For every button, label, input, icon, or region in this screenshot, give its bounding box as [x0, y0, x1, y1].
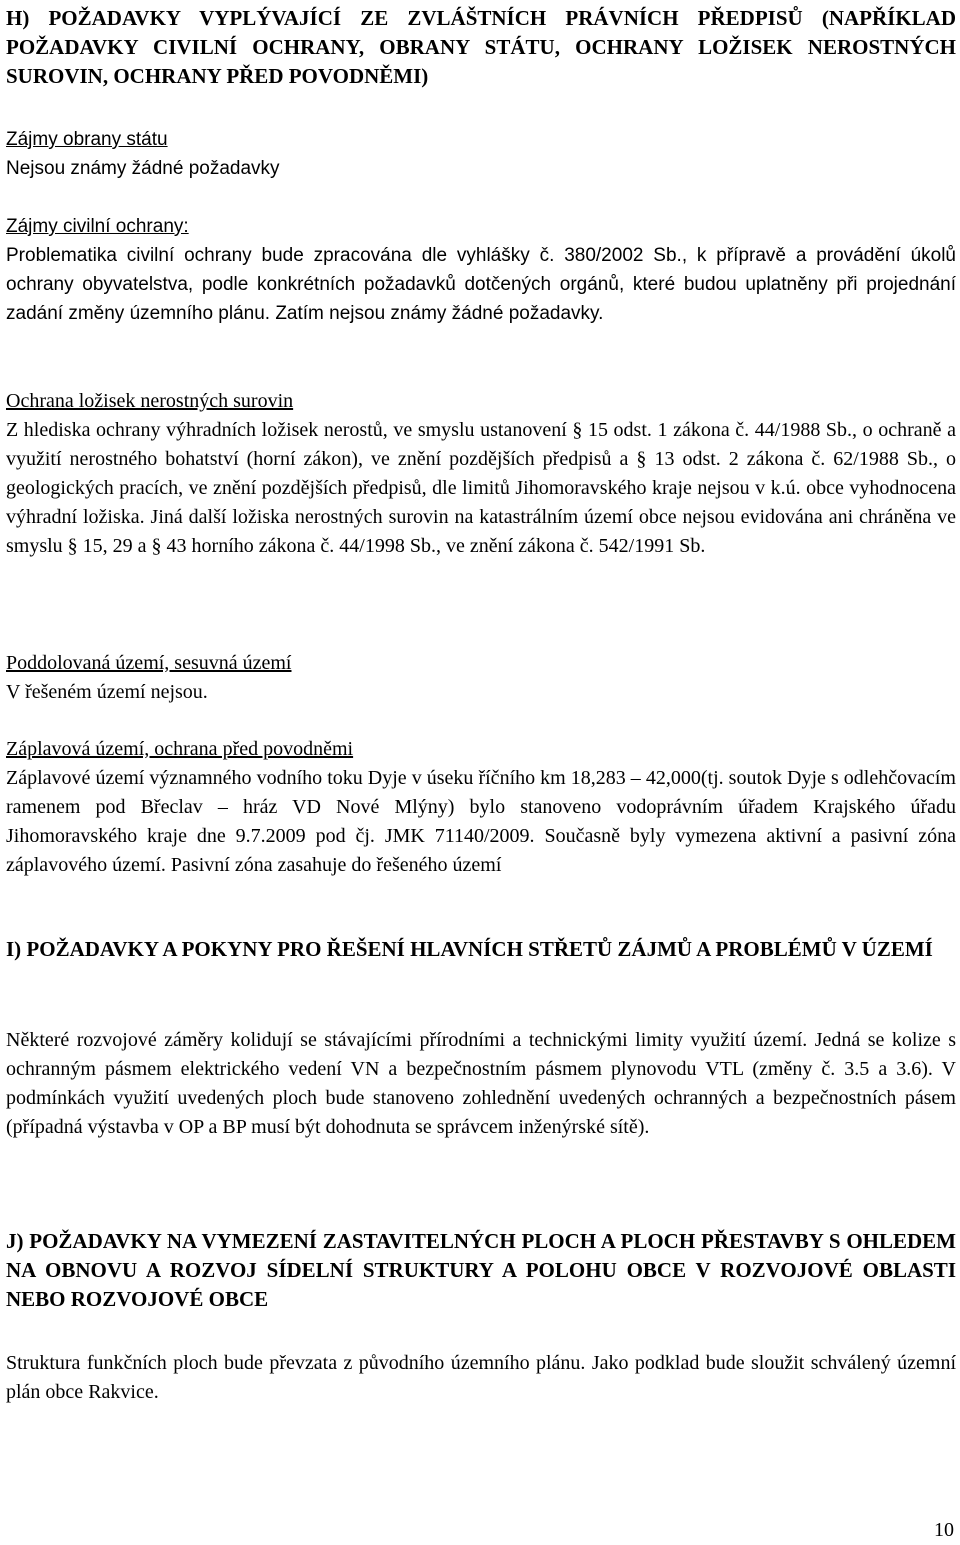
flood-block: [6, 735, 956, 880]
defense-text: Nejsou známy žádné požadavky: [6, 158, 280, 179]
defense-block: [6, 125, 956, 183]
civil-text-a: Problematika civilní ochrany bude zpracována dle vyhlášky č. 380/2002 Sb.: [6, 245, 682, 266]
minerals-title: Ochrana ložisek nerostných surovin: [6, 390, 294, 412]
civil-text-b: , k přípravě a provádění úkolů ochrany obyvatelstva, podle konkrétních požadavků dotčených orgánů, které budou uplatněny při projednání zadání změny územního plánu. Zatím nejsou známy žádné požadavky.: [6, 245, 956, 324]
civil-title: Zájmy civilní ochrany:: [6, 216, 189, 237]
civil-text: [6, 241, 956, 328]
section-j-text: Struktura funkčních ploch bude převzata z původního územního plánu. Jako podklad bude sloužit schválený územní plán obce Rakvice.: [6, 1352, 956, 1403]
flood-text: Záplavové území významného vodního toku Dyje v úseku říčního km 18,283 – 42,000(tj. soutok Dyje s odlehčovacím ramenem pod Břeclav – hráz VD Nové Mlýny) bylo stanoveno vodoprávním úřadem Krajského úřadu Jihomoravského kraje dne 9.7.2009 pod čj. JMK 71140/2009. Současně byly vymezena aktivní a pasivní zóna záplavového území. Pasivní zóna zasahuje do řešeného území: [6, 767, 956, 876]
section-h-heading: H) POŽADAVKY VYPLÝVAJÍCÍ ZE ZVLÁŠTNÍCH PRÁVNÍCH PŘEDPISŮ (NAPŘÍKLAD POŽADAVKY CIVILNÍ OCHRANY, OBRANY STÁTU, OCHRANY LOŽISEK NEROSTNÝCH SUROVIN, OCHRANY PŘED POVODNĚMI): [6, 6, 956, 88]
undermined-title: Poddolovaná území, sesuvná území: [6, 652, 292, 674]
undermined-text: V řešeném území nejsou.: [6, 681, 208, 703]
section-i-heading: I) POŽADAVKY A POKYNY PRO ŘEŠENÍ HLAVNÍCH STŘETŮ ZÁJMŮ A PROBLÉMŮ V ÚZEMÍ: [6, 937, 933, 961]
minerals-block: [6, 387, 956, 561]
section-i-text: Některé rozvojové záměry kolidují se stávajícími přírodními a technickými limity využití území. Jedná se kolize s ochranným pásmem elektrického vedení VN a bezpečnostním pásmem plynovodu VTL (změny č. 3.5 a 3.6). V podmínkách využití uvedených ploch bude stanoveno zohlednění uvedených ochranných a bezpečnostních pásem (případná výstavba v OP a BP musí být dohodnuta se správcem inženýrské sítě).: [6, 1029, 956, 1138]
defense-title: Zájmy obrany státu: [6, 129, 168, 150]
minerals-text: Z hlediska ochrany výhradních ložisek nerostů, ve smyslu ustanovení § 15 odst. 1 zákona č. 44/1988 Sb., o ochraně a využití nerostného bohatství (horní zákon), ve znění pozdějších předpisů a § 13 odst. 2 zákona č. 62/1988 Sb., o geologických pracích, ve znění pozdějších předpisů, dle limitů Jihomoravského kraje nejsou v k.ú. obce vyhodnocena výhradní ložiska. Jiná další ložiska nerostných surovin na katastrálním území obce nejsou evidována ani chráněna ve smyslu § 15, 29 a § 43 horního zákona č. 44/1998 Sb., ve znění zákona č. 542/1991 Sb.: [6, 419, 956, 557]
section-j-heading: J) POŽADAVKY NA VYMEZENÍ ZASTAVITELNÝCH PLOCH A PLOCH PŘESTAVBY S OHLEDEM NA OBNOVU A ROZVOJ SÍDELNÍ STRUKTURY A POLOHU OBCE V ROZVOJOVÉ OBLASTI NEBO ROZVOJOVÉ OBCE: [6, 1229, 956, 1311]
undermined-block: [6, 649, 956, 707]
civil-block: [6, 212, 956, 328]
page-number: 10: [934, 1519, 954, 1541]
document-page: [6, 0, 956, 1545]
flood-title: Záplavová území, ochrana před povodněmi: [6, 738, 354, 760]
